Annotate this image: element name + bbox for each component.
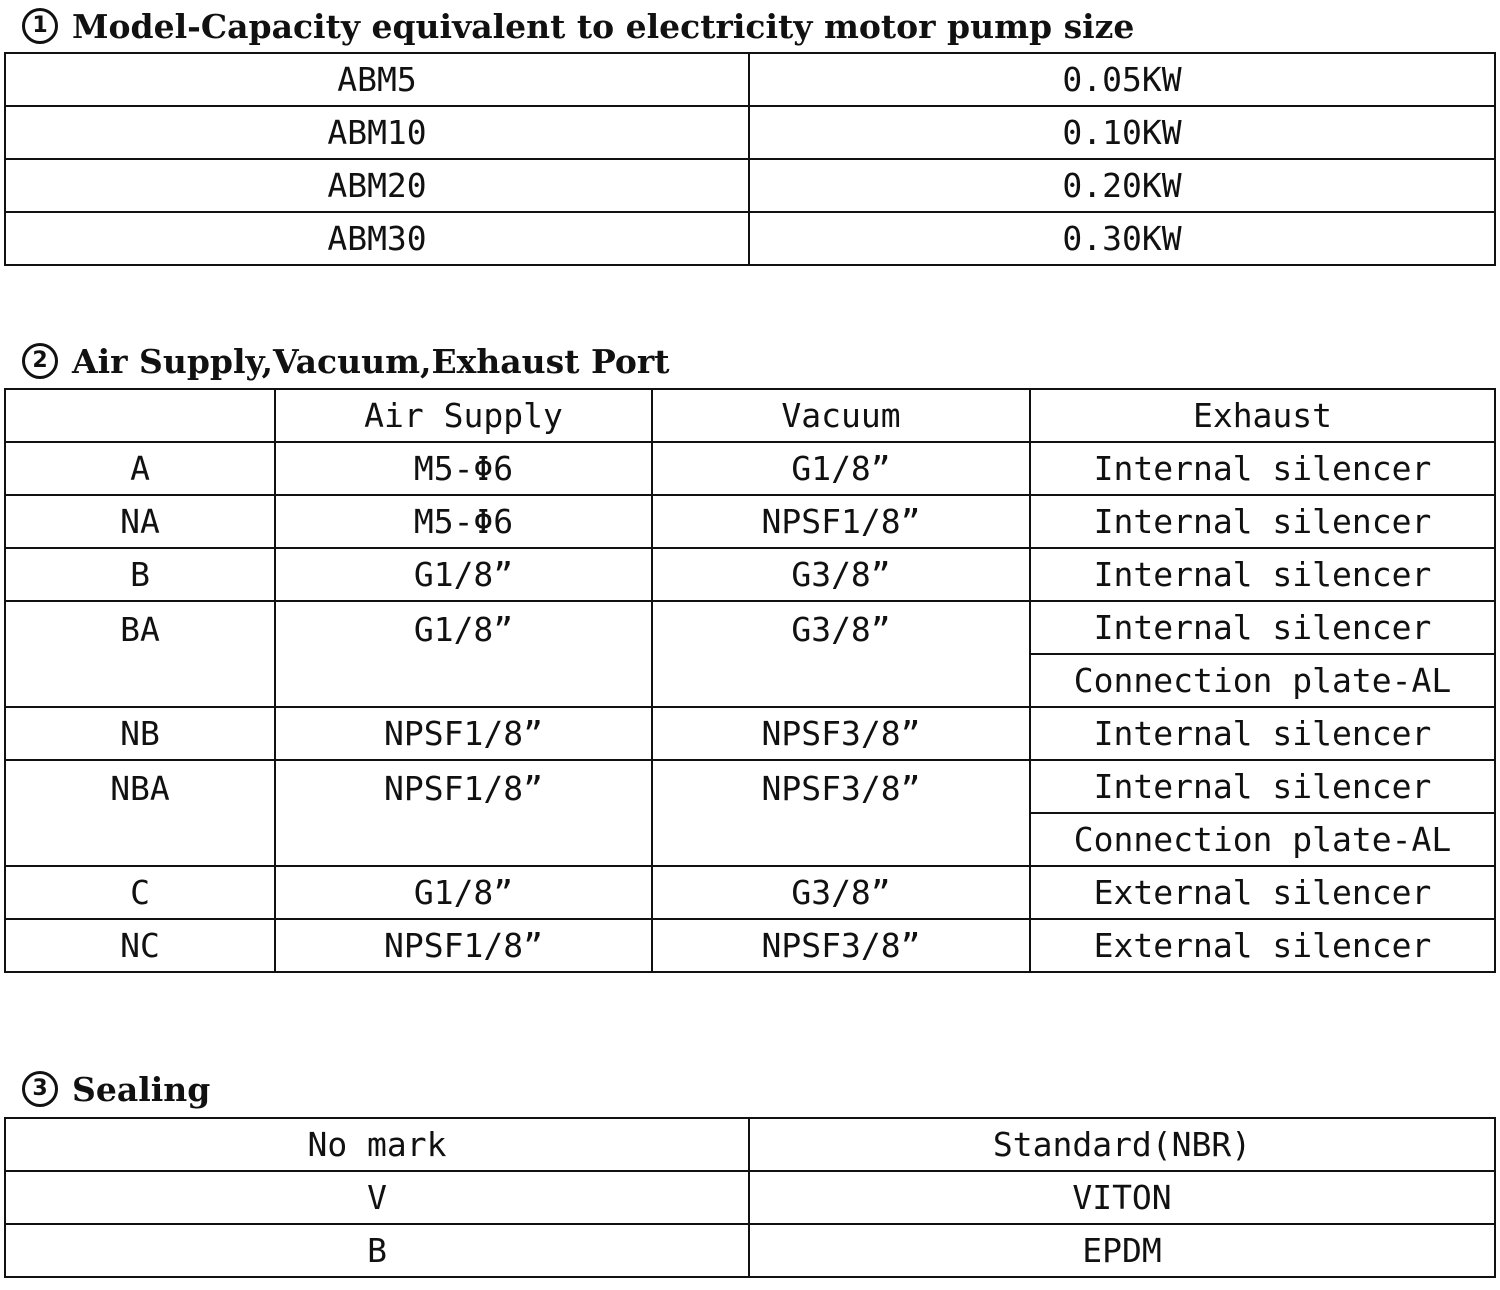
ports-table [4,388,1496,973]
model-capacity-table [4,52,1496,266]
vacuum-cell: NPSF3/8” [652,707,1030,760]
exhaust-cell: Internal silencer [1030,601,1495,654]
table-row [5,866,1495,919]
model-cell: ABM30 [5,212,749,265]
header-code [5,389,275,442]
section1-title: Model-Capacity equivalent to electricity motor pump size [72,6,1135,46]
table-row [5,919,1495,972]
table-header-row [5,389,1495,442]
code-cell: BA [5,601,275,707]
code-cell: A [5,442,275,495]
section2-heading [22,339,670,383]
model-cell: ABM10 [5,106,749,159]
capacity-cell: 0.10KW [749,106,1495,159]
section1-number-badge: 1 [22,8,58,44]
header-air-supply: Air Supply [275,389,652,442]
table-row [5,707,1495,760]
code-cell: NC [5,919,275,972]
mark-cell: No mark [5,1118,749,1171]
code-cell: B [5,548,275,601]
section2-title: Air Supply,Vacuum,Exhaust Port [72,341,670,381]
air-supply-cell: G1/8” [275,866,652,919]
vacuum-cell: NPSF3/8” [652,919,1030,972]
table-row [5,548,1495,601]
exhaust-cell: External silencer [1030,866,1495,919]
sealing-table [4,1117,1496,1278]
air-supply-cell: NPSF1/8” [275,919,652,972]
section3-heading [22,1067,210,1111]
air-supply-cell: G1/8” [275,548,652,601]
table-row [5,760,1495,813]
code-cell: NB [5,707,275,760]
table-row [5,53,1495,106]
capacity-cell: 0.05KW [749,53,1495,106]
section1-heading [22,4,1134,48]
material-cell: EPDM [749,1224,1495,1277]
air-supply-cell: M5-Φ6 [275,495,652,548]
header-exhaust: Exhaust [1030,389,1495,442]
table-row [5,212,1495,265]
air-supply-cell: G1/8” [275,601,652,707]
table-row [5,106,1495,159]
exhaust-cell: Internal silencer [1030,707,1495,760]
air-supply-cell: NPSF1/8” [275,760,652,866]
code-cell: NA [5,495,275,548]
mark-cell: V [5,1171,749,1224]
mark-cell: B [5,1224,749,1277]
table-row [5,442,1495,495]
section3-title: Sealing [72,1069,211,1109]
code-cell: NBA [5,760,275,866]
exhaust-cell: Internal silencer [1030,760,1495,813]
table-row [5,1118,1495,1171]
exhaust-cell: Internal silencer [1030,548,1495,601]
air-supply-cell: NPSF1/8” [275,707,652,760]
section2-number-badge: 2 [22,343,58,379]
vacuum-cell: G3/8” [652,548,1030,601]
table-row [5,601,1495,654]
exhaust-cell: Connection plate-AL [1030,813,1495,866]
model-cell: ABM20 [5,159,749,212]
capacity-cell: 0.20KW [749,159,1495,212]
table-row [5,495,1495,548]
material-cell: VITON [749,1171,1495,1224]
header-vacuum: Vacuum [652,389,1030,442]
exhaust-cell: External silencer [1030,919,1495,972]
section3-number-badge: 3 [22,1071,58,1107]
model-cell: ABM5 [5,53,749,106]
table-row [5,159,1495,212]
vacuum-cell: G1/8” [652,442,1030,495]
vacuum-cell: NPSF1/8” [652,495,1030,548]
air-supply-cell: M5-Φ6 [275,442,652,495]
table-row [5,1171,1495,1224]
material-cell: Standard(NBR) [749,1118,1495,1171]
code-cell: C [5,866,275,919]
vacuum-cell: G3/8” [652,601,1030,707]
exhaust-cell: Internal silencer [1030,442,1495,495]
exhaust-cell: Internal silencer [1030,495,1495,548]
vacuum-cell: G3/8” [652,866,1030,919]
exhaust-cell: Connection plate-AL [1030,654,1495,707]
table-row [5,1224,1495,1277]
vacuum-cell: NPSF3/8” [652,760,1030,866]
capacity-cell: 0.30KW [749,212,1495,265]
